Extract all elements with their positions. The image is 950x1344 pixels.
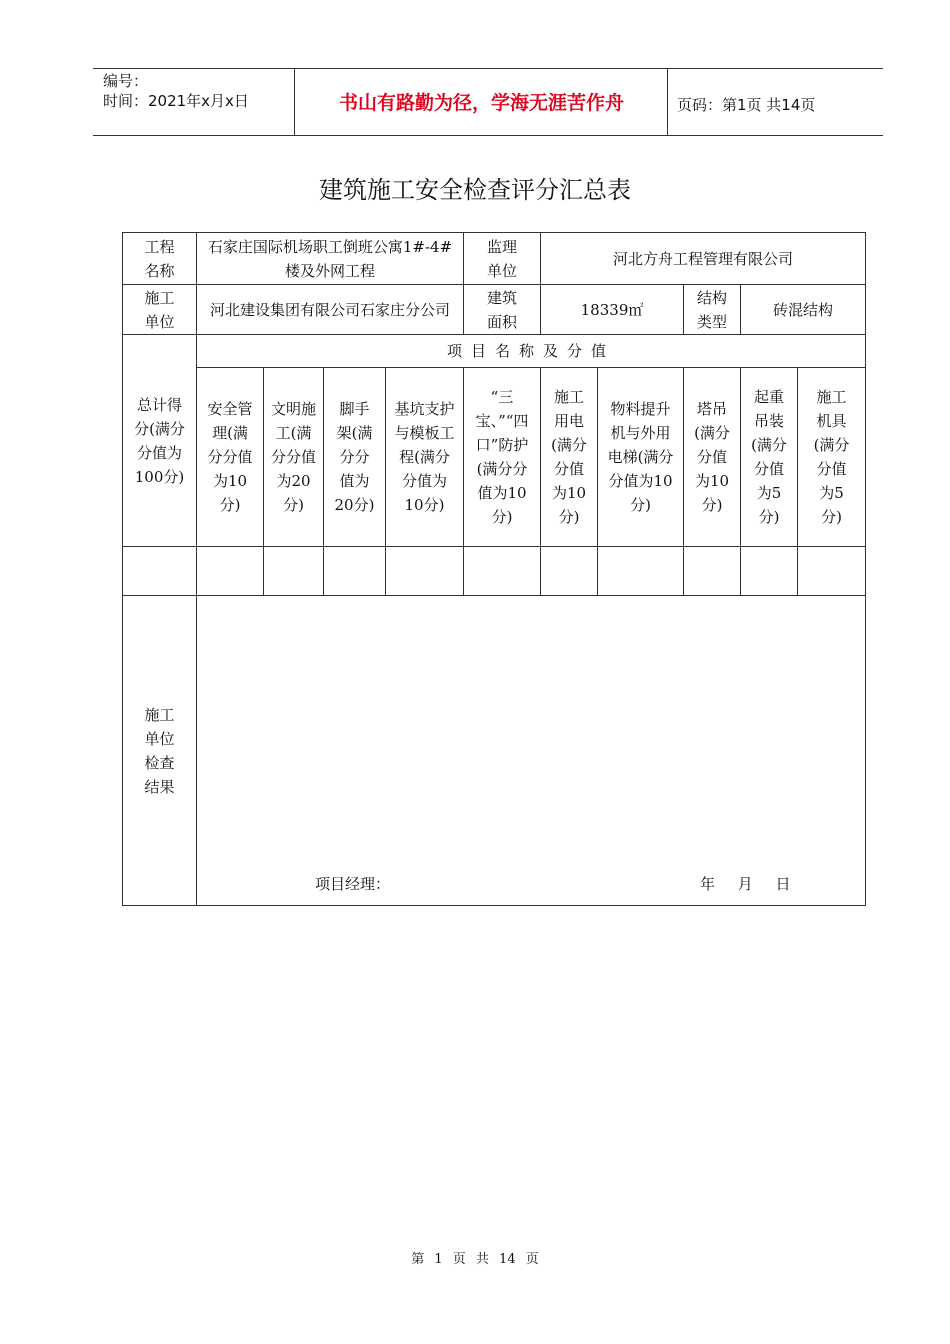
score-cell[interactable] [464,547,541,596]
score-cell[interactable] [598,547,684,596]
project-manager-label: 项目经理： [315,875,391,893]
project-value: 石家庄国际机场职工倒班公寓1#-4#楼及外网工程 [207,237,453,280]
date-label: 年 月 日 [700,875,791,893]
project-value-cell [197,233,464,285]
score-cell[interactable] [197,547,264,596]
project-label-cell [123,233,197,285]
header-top-rule [93,68,883,69]
page-footer: 第 1 页 共 14 页 [411,1252,539,1267]
item-label: 起重吊装(满分分值为5分) [751,388,787,526]
item-scaffold [324,368,386,547]
total-score-label-cell [123,335,197,547]
item-label: 脚手架(满分分值为20分) [334,400,375,514]
structure-label-cell [684,285,741,335]
result-label: 施工单位检查结果 [144,705,175,796]
item-label: 塔吊(满分分值为10分) [694,400,730,514]
item-hoisting [741,368,798,547]
result-label-cell [123,596,197,906]
item-label: 基坑支护与模板工程(满分分值为10分) [394,400,455,514]
serial-label: 编号： [103,72,149,90]
item-label: 物料提升机与外用电梯(满分分值为10分) [607,400,674,514]
item-label: 施工用电(满分分值为10分) [551,388,587,526]
header-bottom-rule [93,135,883,136]
item-label: 安全管理(满分分值为10分) [207,400,253,514]
item-safety-management [197,368,264,547]
item-three-treasures-four-openings [464,368,541,547]
score-row [123,547,866,596]
supervisor-label-cell [464,233,541,285]
summary-table [122,232,866,906]
construction-value: 河北建设集团有限公司石家庄分公司 [197,285,464,335]
score-cell[interactable] [684,547,741,596]
score-cell[interactable] [324,547,386,596]
score-cell[interactable] [541,547,598,596]
item-construction-machinery [798,368,866,547]
item-foundation-formwork [386,368,464,547]
items-header: 项目名称及分值 [197,335,866,368]
score-cell[interactable] [386,547,464,596]
item-civilized-construction [264,368,324,547]
structure-label: 结构类型 [696,288,727,331]
item-construction-electricity [541,368,598,547]
page-label: 页码：第1页 共14页 [677,96,816,114]
motto: 书山有路勤为径，学海无涯苦作舟 [338,92,624,114]
construction-label-cell [123,285,197,335]
structure-value: 砖混结构 [741,285,866,335]
project-label: 工程名称 [144,237,175,280]
page-title: 建筑施工安全检查评分汇总表 [319,176,631,204]
area-label: 建筑面积 [486,288,517,331]
time-label: 时间：2021年x月x日 [103,92,249,110]
item-label: 文明施工(满分分值为20分) [270,400,316,514]
construction-label: 施工单位 [144,288,175,331]
score-cell-total[interactable] [123,547,197,596]
total-score-label: 总计得分(满分分值为100分) [134,395,185,486]
supervisor-value: 河北方舟工程管理有限公司 [541,233,866,285]
item-label: 施工机具(满分分值为5分) [813,388,850,526]
score-cell[interactable] [741,547,798,596]
area-value: 18339㎡ [541,285,684,335]
score-cell[interactable] [264,547,324,596]
score-cell[interactable] [798,547,866,596]
supervisor-label: 监理单位 [486,237,517,280]
item-tower-crane [684,368,741,547]
item-material-hoist-elevator [598,368,684,547]
result-content-cell[interactable] [197,596,866,906]
area-label-cell [464,285,541,335]
item-label: “三宝、”“四口”防护(满分分值为10分) [475,388,529,526]
